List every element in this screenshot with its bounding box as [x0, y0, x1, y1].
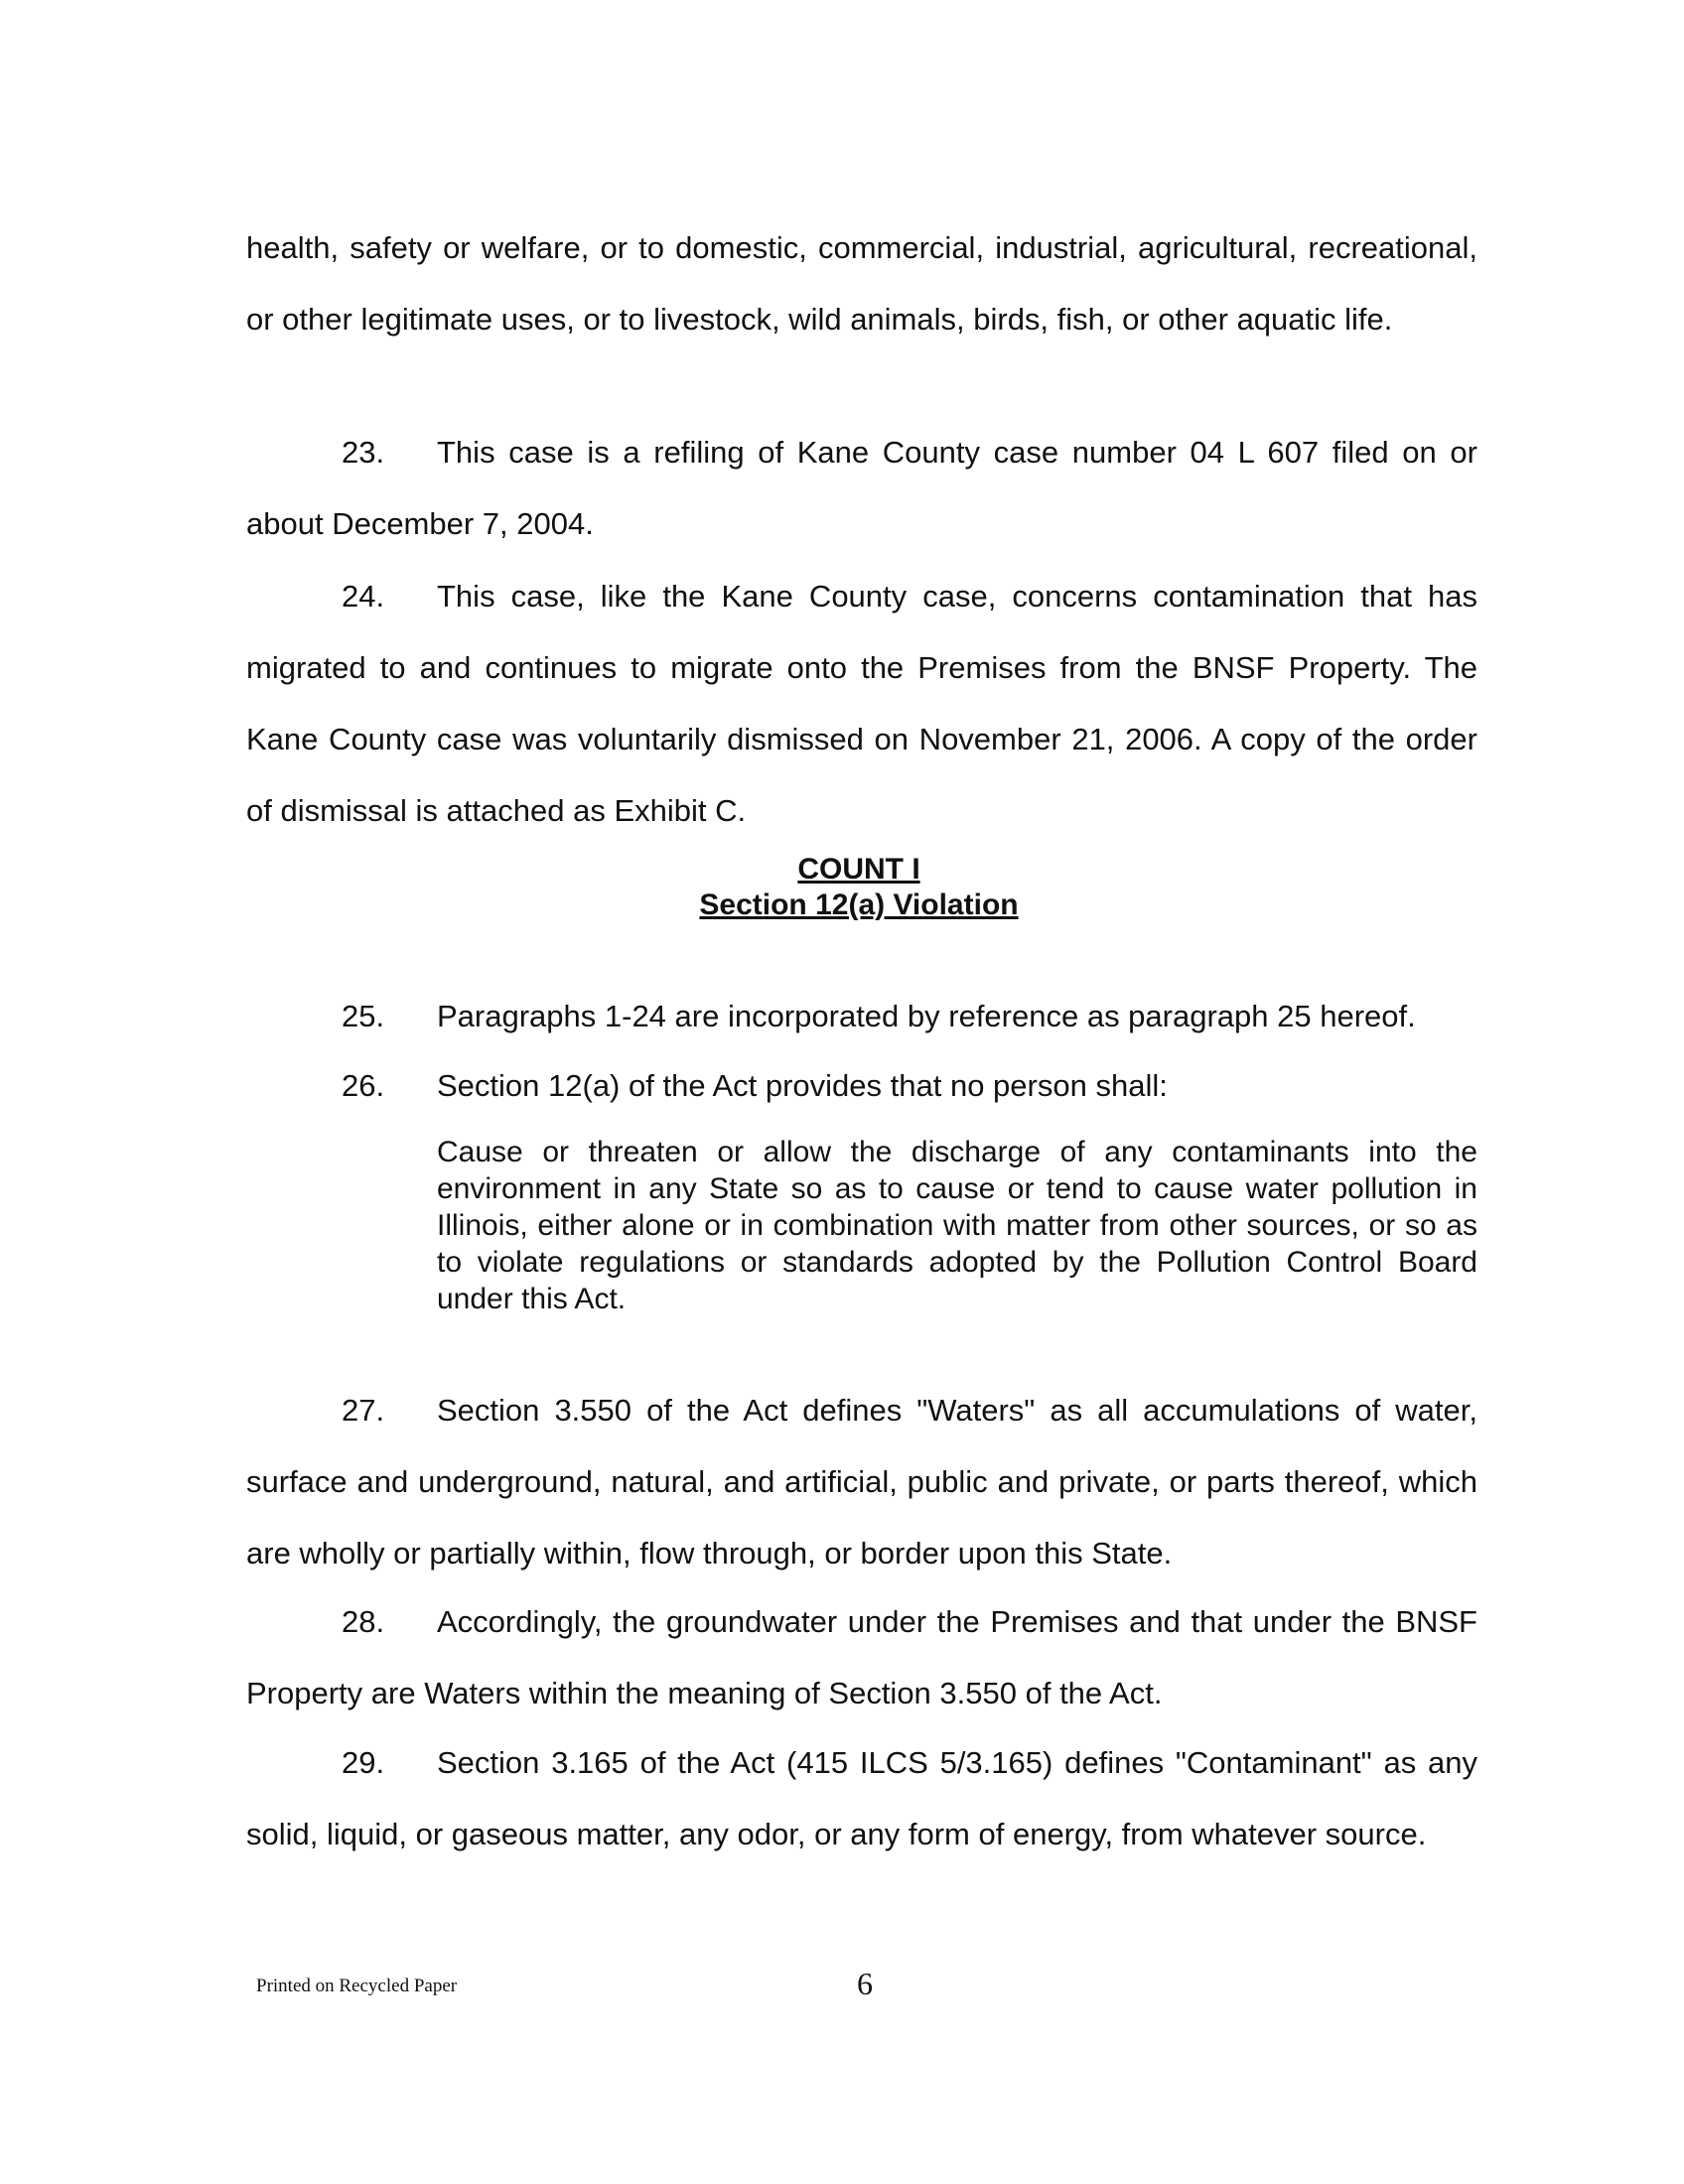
paragraph-text: Section 12(a) of the Act provides that no person shall:	[437, 1068, 1168, 1103]
paragraph-number: 25.	[342, 999, 385, 1033]
paragraph-number: 28.	[342, 1604, 385, 1639]
paragraph-text: health, safety or welfare, or to domestic, commercial, industrial, agricultural, recreational, or other legitimate uses, or to livestock, wild animals, birds, fish, or other aquatic life.	[246, 230, 1477, 337]
paragraph-number: 26.	[342, 1068, 385, 1103]
recycled-paper-note: Printed on Recycled Paper	[256, 1976, 458, 1996]
paragraph-text: This case is a refiling of Kane County case number 04 L 607 filed on or about December 7, 2004.	[246, 435, 1477, 541]
paragraph-26	[246, 1066, 1477, 1106]
paragraph-text: Accordingly, the groundwater under the Premises and that under the BNSF Property are Waters within the meaning of Section 3.550 of the Act.	[246, 1604, 1477, 1710]
paragraph-text: Section 3.165 of the Act (415 ILCS 5/3.165) defines "Contaminant" as any solid, liquid, or gaseous matter, any odor, or any form of energy, from whatever source.	[246, 1745, 1477, 1851]
paragraph-text: Paragraphs 1-24 are incorporated by reference as paragraph 25 hereof.	[437, 999, 1416, 1033]
paragraph-number: 27.	[342, 1393, 385, 1428]
paragraph-24	[246, 561, 1477, 847]
paragraph-27	[246, 1375, 1477, 1589]
paragraph-23	[246, 417, 1477, 560]
statute-quote: Cause or threaten or allow the discharge of any contaminants into the environment in any State so as to cause or tend to cause water pollution in Illinois, either alone or in combination with matter from other sources, or so as to violate regulations or standards adopted by the Pollution Control Board under this Act.	[437, 1136, 1477, 1315]
paragraph-number: 29.	[342, 1745, 385, 1780]
count-title: COUNT I	[797, 853, 920, 886]
paragraph-29	[246, 1727, 1477, 1870]
paragraph-25	[246, 997, 1477, 1036]
paragraph-28	[246, 1586, 1477, 1729]
paragraph-text: Section 3.550 of the Act defines "Waters" as all accumulations of water, surface and underground, natural, and artificial, public and private, or parts thereof, which are wholly or partially within, flow through, or border upon this State.	[246, 1393, 1477, 1570]
count-subtitle: Section 12(a) Violation	[699, 888, 1019, 921]
paragraph-22-continuation	[246, 212, 1477, 355]
paragraph-text: This case, like the Kane County case, concerns contamination that has migrated to and continues to migrate onto the Premises from the BNSF Property. The Kane County case was voluntarily dismissed on November 21, 2006. A copy of the order of dismissal is attached as Exhibit C.	[246, 579, 1477, 828]
paragraph-number: 24.	[342, 579, 385, 614]
page-number: 6	[857, 1966, 873, 2001]
paragraph-number: 23.	[342, 435, 385, 470]
